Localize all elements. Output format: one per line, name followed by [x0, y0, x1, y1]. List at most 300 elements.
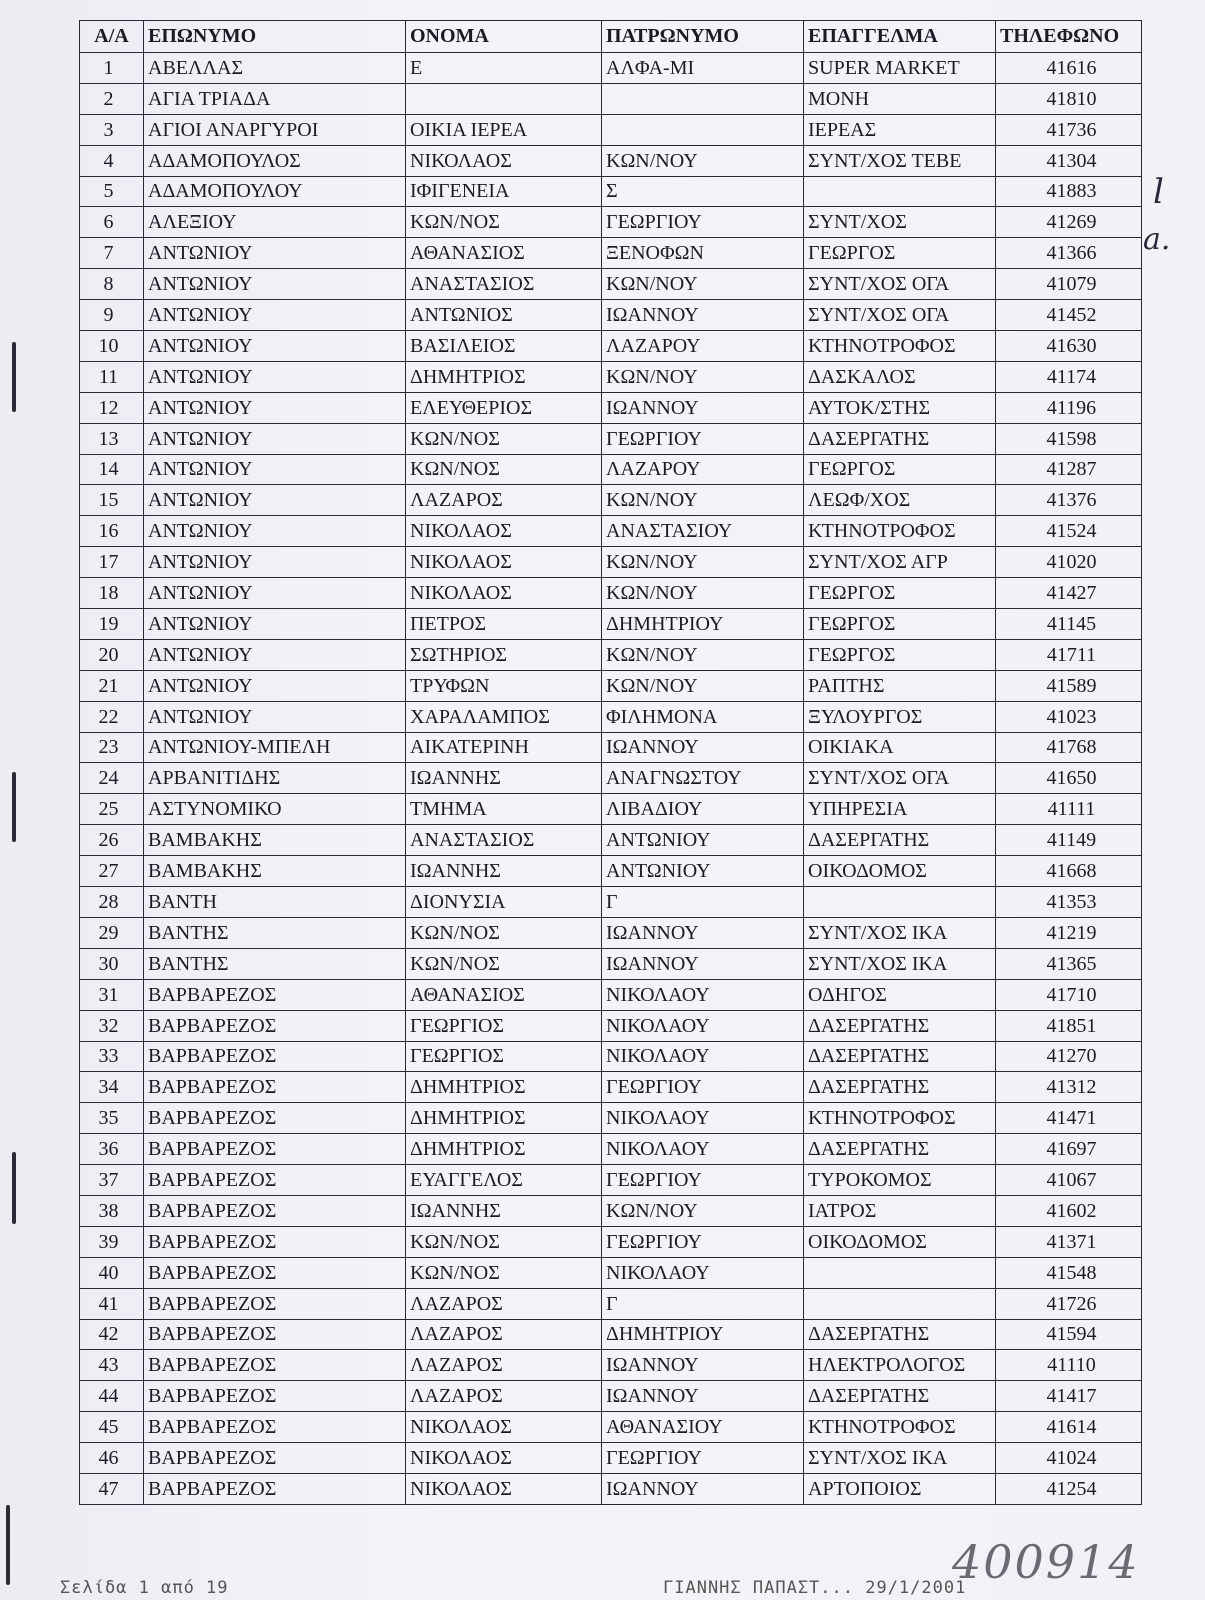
row-name: ΚΩΝ/ΝΟΣ	[406, 454, 602, 485]
row-profession: ΣΥΝΤ/ΧΟΣ ΙΚΑ	[804, 948, 996, 979]
row-phone: 41079	[996, 269, 1142, 300]
row-father-name: ΓΕΩΡΓΙΟΥ	[602, 1165, 804, 1196]
table-row	[80, 300, 1142, 331]
row-phone: 41768	[996, 732, 1142, 763]
row-number: 26	[80, 825, 144, 856]
row-phone: 41589	[996, 670, 1142, 701]
row-phone: 41524	[996, 516, 1142, 547]
row-name: ΑΘΑΝΑΣΙΟΣ	[406, 238, 602, 269]
row-number: 3	[80, 114, 144, 145]
row-phone: 41371	[996, 1226, 1142, 1257]
row-name: ΤΜΗΜΑ	[406, 794, 602, 825]
row-profession: ΔΑΣΕΡΓΑΤΗΣ	[804, 825, 996, 856]
row-name: ΙΦΙΓΕΝΕΙΑ	[406, 176, 602, 207]
row-profession: ΣΥΝΤ/ΧΟΣ ΙΚΑ	[804, 1443, 996, 1474]
row-phone: 41219	[996, 917, 1142, 948]
row-name: ΠΕΤΡΟΣ	[406, 609, 602, 640]
row-name: ΚΩΝ/ΝΟΣ	[406, 948, 602, 979]
row-name: ΔΙΟΝΥΣΙΑ	[406, 887, 602, 918]
row-phone: 41145	[996, 609, 1142, 640]
row-father-name: ΝΙΚΟΛΑΟΥ	[602, 1257, 804, 1288]
row-name: ΒΑΣΙΛΕΙΟΣ	[406, 331, 602, 362]
row-father-name: ΙΩΑΝΝΟΥ	[602, 300, 804, 331]
row-number: 20	[80, 639, 144, 670]
row-father-name: ΙΩΑΝΝΟΥ	[602, 917, 804, 948]
row-phone: 41471	[996, 1103, 1142, 1134]
row-name: ΤΡΥΦΩΝ	[406, 670, 602, 701]
table-row	[80, 1010, 1142, 1041]
row-name: ΔΗΜΗΤΡΙΟΣ	[406, 1072, 602, 1103]
table-row	[80, 114, 1142, 145]
row-name: ΛΑΖΑΡΟΣ	[406, 1288, 602, 1319]
row-name: ΚΩΝ/ΝΟΣ	[406, 1257, 602, 1288]
row-phone: 41883	[996, 176, 1142, 207]
table-row	[80, 331, 1142, 362]
row-father-name: ΝΙΚΟΛΑΟΥ	[602, 979, 804, 1010]
handwritten-note: l	[1153, 172, 1164, 212]
row-name: ΔΗΜΗΤΡΙΟΣ	[406, 1134, 602, 1165]
table-row	[80, 1412, 1142, 1443]
row-phone: 41697	[996, 1134, 1142, 1165]
table-header-row	[80, 21, 1142, 53]
row-name: ΛΑΖΑΡΟΣ	[406, 485, 602, 516]
row-number: 28	[80, 887, 144, 918]
row-phone: 41376	[996, 485, 1142, 516]
table-row	[80, 1165, 1142, 1196]
row-father-name: ΛΑΖΑΡΟΥ	[602, 454, 804, 485]
row-profession: ΚΤΗΝΟΤΡΟΦΟΣ	[804, 331, 996, 362]
row-father-name: ΙΩΑΝΝΟΥ	[602, 1473, 804, 1504]
table-row	[80, 423, 1142, 454]
row-name: ΛΑΖΑΡΟΣ	[406, 1319, 602, 1350]
row-father-name: ΛΙΒΑΔΙΟΥ	[602, 794, 804, 825]
row-number: 33	[80, 1041, 144, 1072]
row-phone: 41067	[996, 1165, 1142, 1196]
table-row	[80, 763, 1142, 794]
row-name: ΙΩΑΝΝΗΣ	[406, 1195, 602, 1226]
row-name: ΝΙΚΟΛΑΟΣ	[406, 1443, 602, 1474]
row-profession: ΣΥΝΤ/ΧΟΣ ΤΕΒΕ	[804, 145, 996, 176]
row-surname: ΒΑΝΤΗ	[144, 887, 406, 918]
table-row	[80, 979, 1142, 1010]
row-number: 39	[80, 1226, 144, 1257]
handwritten-number: 400914	[952, 1535, 1140, 1589]
row-father-name: ΙΩΑΝΝΟΥ	[602, 1381, 804, 1412]
row-profession: ΞΥΛΟΥΡΓΟΣ	[804, 701, 996, 732]
row-profession	[804, 887, 996, 918]
row-father-name: ΔΗΜΗΤΡΙΟΥ	[602, 609, 804, 640]
row-profession: ΑΥΤΟΚ/ΣΤΗΣ	[804, 392, 996, 423]
row-phone: 41736	[996, 114, 1142, 145]
row-father-name: ΔΗΜΗΤΡΙΟΥ	[602, 1319, 804, 1350]
header-phone: ΤΗΛΕΦΩΝΟ	[996, 21, 1142, 53]
row-number: 47	[80, 1473, 144, 1504]
row-father-name: ΚΩΝ/ΝΟΥ	[602, 1195, 804, 1226]
row-surname: ΑΔΑΜΟΠΟΥΛΟΣ	[144, 145, 406, 176]
row-number: 13	[80, 423, 144, 454]
row-number: 23	[80, 732, 144, 763]
margin-mark	[12, 772, 16, 842]
row-name: ΛΑΖΑΡΟΣ	[406, 1350, 602, 1381]
row-surname: ΒΑΜΒΑΚΗΣ	[144, 825, 406, 856]
row-profession: ΟΔΗΓΟΣ	[804, 979, 996, 1010]
row-name: ΑΙΚΑΤΕΡΙΝΗ	[406, 732, 602, 763]
row-profession: ΔΑΣΚΑΛΟΣ	[804, 361, 996, 392]
row-father-name: ΑΝΑΣΤΑΣΙΟΥ	[602, 516, 804, 547]
row-surname: ΒΑΡΒΑΡΕΖΟΣ	[144, 1134, 406, 1165]
row-name: ΝΙΚΟΛΑΟΣ	[406, 1473, 602, 1504]
row-surname: ΑΝΤΩΝΙΟΥ-ΜΠΕΛΗ	[144, 732, 406, 763]
row-father-name: ΑΝΤΩΝΙΟΥ	[602, 825, 804, 856]
row-father-name: ΞΕΝΟΦΩΝ	[602, 238, 804, 269]
row-father-name: ΚΩΝ/ΝΟΥ	[602, 361, 804, 392]
row-profession: ΓΕΩΡΓΟΣ	[804, 609, 996, 640]
row-name: ΑΝΑΣΤΑΣΙΟΣ	[406, 269, 602, 300]
row-surname: ΑΝΤΩΝΙΟΥ	[144, 639, 406, 670]
row-phone: 41269	[996, 207, 1142, 238]
row-father-name: ΝΙΚΟΛΑΟΥ	[602, 1010, 804, 1041]
header-surname: ΕΠΩΝΥΜΟ	[144, 21, 406, 53]
row-surname: ΒΑΡΒΑΡΕΖΟΣ	[144, 1412, 406, 1443]
row-surname: ΒΑΡΒΑΡΕΖΟΣ	[144, 1473, 406, 1504]
table-row	[80, 361, 1142, 392]
row-name: ΝΙΚΟΛΑΟΣ	[406, 145, 602, 176]
row-surname: ΒΑΡΒΑΡΕΖΟΣ	[144, 1072, 406, 1103]
table-row	[80, 207, 1142, 238]
row-profession: ΚΤΗΝΟΤΡΟΦΟΣ	[804, 1412, 996, 1443]
row-number: 21	[80, 670, 144, 701]
row-profession: ΟΙΚΙΑΚΑ	[804, 732, 996, 763]
row-name: ΑΝΑΣΤΑΣΙΟΣ	[406, 825, 602, 856]
row-surname: ΒΑΝΤΗΣ	[144, 917, 406, 948]
row-number: 12	[80, 392, 144, 423]
row-father-name: ΑΝΤΩΝΙΟΥ	[602, 856, 804, 887]
row-surname: ΒΑΡΒΑΡΕΖΟΣ	[144, 1443, 406, 1474]
row-number: 22	[80, 701, 144, 732]
row-surname: ΒΑΡΒΑΡΕΖΟΣ	[144, 1257, 406, 1288]
row-father-name: Γ	[602, 1288, 804, 1319]
row-surname: ΑΝΤΩΝΙΟΥ	[144, 701, 406, 732]
row-number: 31	[80, 979, 144, 1010]
table-row	[80, 1226, 1142, 1257]
row-surname: ΑΝΤΩΝΙΟΥ	[144, 423, 406, 454]
row-number: 42	[80, 1319, 144, 1350]
row-profession: ΚΤΗΝΟΤΡΟΦΟΣ	[804, 516, 996, 547]
row-surname: ΑΝΤΩΝΙΟΥ	[144, 269, 406, 300]
table-row	[80, 948, 1142, 979]
row-surname: ΑΝΤΩΝΙΟΥ	[144, 547, 406, 578]
table-row	[80, 887, 1142, 918]
row-profession: ΤΥΡΟΚΟΜΟΣ	[804, 1165, 996, 1196]
row-number: 8	[80, 269, 144, 300]
row-number: 44	[80, 1381, 144, 1412]
row-profession: ΙΕΡΕΑΣ	[804, 114, 996, 145]
row-name	[406, 83, 602, 114]
table-row	[80, 670, 1142, 701]
row-phone: 41614	[996, 1412, 1142, 1443]
row-name: ΝΙΚΟΛΑΟΣ	[406, 578, 602, 609]
row-number: 35	[80, 1103, 144, 1134]
row-name: ΝΙΚΟΛΑΟΣ	[406, 547, 602, 578]
table-row	[80, 53, 1142, 84]
row-number: 30	[80, 948, 144, 979]
row-father-name: ΙΩΑΝΝΟΥ	[602, 732, 804, 763]
table-row	[80, 1288, 1142, 1319]
table-row	[80, 1103, 1142, 1134]
row-father-name: ΦΙΛΗΜΟΝΑ	[602, 701, 804, 732]
row-surname: ΒΑΡΒΑΡΕΖΟΣ	[144, 1226, 406, 1257]
row-number: 6	[80, 207, 144, 238]
row-surname: ΑΝΤΩΝΙΟΥ	[144, 670, 406, 701]
row-surname: ΑΡΒΑΝΙΤΙΔΗΣ	[144, 763, 406, 794]
row-surname: ΒΑΡΒΑΡΕΖΟΣ	[144, 979, 406, 1010]
row-father-name: ΓΕΩΡΓΙΟΥ	[602, 1072, 804, 1103]
row-profession: ΓΕΩΡΓΟΣ	[804, 238, 996, 269]
row-name: ΕΛΕΥΘΕΡΙΟΣ	[406, 392, 602, 423]
table-row	[80, 1134, 1142, 1165]
row-father-name: ΝΙΚΟΛΑΟΥ	[602, 1041, 804, 1072]
row-name: ΕΥΑΓΓΕΛΟΣ	[406, 1165, 602, 1196]
table-row	[80, 917, 1142, 948]
row-phone: 41254	[996, 1473, 1142, 1504]
row-profession: SUPER MARKET	[804, 53, 996, 84]
row-profession: ΔΑΣΕΡΓΑΤΗΣ	[804, 1010, 996, 1041]
row-surname: ΑΝΤΩΝΙΟΥ	[144, 609, 406, 640]
table-row	[80, 609, 1142, 640]
row-name: ΚΩΝ/ΝΟΣ	[406, 423, 602, 454]
row-profession	[804, 176, 996, 207]
row-father-name: ΛΑΖΑΡΟΥ	[602, 331, 804, 362]
row-profession: ΜΟΝΗ	[804, 83, 996, 114]
row-profession: ΟΙΚΟΔΟΜΟΣ	[804, 856, 996, 887]
row-name: ΙΩΑΝΝΗΣ	[406, 856, 602, 887]
row-father-name: ΚΩΝ/ΝΟΥ	[602, 145, 804, 176]
row-father-name: ΚΩΝ/ΝΟΥ	[602, 578, 804, 609]
header-profession: ΕΠΑΓΓΕΛΜΑ	[804, 21, 996, 53]
row-number: 38	[80, 1195, 144, 1226]
row-number: 15	[80, 485, 144, 516]
row-surname: ΒΑΡΒΑΡΕΖΟΣ	[144, 1288, 406, 1319]
row-surname: ΑΒΕΛΛΑΣ	[144, 53, 406, 84]
table-row	[80, 485, 1142, 516]
row-profession: ΣΥΝΤ/ΧΟΣ ΟΓΑ	[804, 763, 996, 794]
row-profession: ΔΑΣΕΡΓΑΤΗΣ	[804, 1381, 996, 1412]
table-row	[80, 732, 1142, 763]
row-number: 16	[80, 516, 144, 547]
row-name: ΑΝΤΩΝΙΟΣ	[406, 300, 602, 331]
row-number: 17	[80, 547, 144, 578]
table-row	[80, 1257, 1142, 1288]
row-father-name: ΙΩΑΝΝΟΥ	[602, 1350, 804, 1381]
row-phone: 41312	[996, 1072, 1142, 1103]
row-surname: ΑΝΤΩΝΙΟΥ	[144, 361, 406, 392]
row-number: 24	[80, 763, 144, 794]
row-phone: 41616	[996, 53, 1142, 84]
row-name: Ε	[406, 53, 602, 84]
row-phone: 41650	[996, 763, 1142, 794]
row-number: 14	[80, 454, 144, 485]
row-profession: ΔΑΣΕΡΓΑΤΗΣ	[804, 423, 996, 454]
row-father-name: ΑΛΦΑ-ΜΙ	[602, 53, 804, 84]
row-phone: 41196	[996, 392, 1142, 423]
row-father-name: Γ	[602, 887, 804, 918]
header-father: ΠΑΤΡΩΝΥΜΟ	[602, 21, 804, 53]
row-phone: 41668	[996, 856, 1142, 887]
row-profession: ΓΕΩΡΓΟΣ	[804, 639, 996, 670]
row-phone: 41149	[996, 825, 1142, 856]
phone-directory-table	[79, 20, 1142, 1505]
table-body	[80, 53, 1142, 1505]
row-profession: ΓΕΩΡΓΟΣ	[804, 578, 996, 609]
table-row	[80, 794, 1142, 825]
row-number: 4	[80, 145, 144, 176]
row-profession	[804, 1288, 996, 1319]
row-profession: ΗΛΕΚΤΡΟΛΟΓΟΣ	[804, 1350, 996, 1381]
row-phone: 41598	[996, 423, 1142, 454]
row-surname: ΑΝΤΩΝΙΟΥ	[144, 238, 406, 269]
row-phone: 41851	[996, 1010, 1142, 1041]
table-row	[80, 1319, 1142, 1350]
margin-mark	[6, 1505, 10, 1585]
row-number: 40	[80, 1257, 144, 1288]
row-father-name: ΑΘΑΝΑΣΙΟΥ	[602, 1412, 804, 1443]
row-profession: ΥΠΗΡΕΣΙΑ	[804, 794, 996, 825]
handwritten-note: a.	[1143, 222, 1171, 257]
table-row	[80, 1072, 1142, 1103]
row-phone: 41270	[996, 1041, 1142, 1072]
row-surname: ΑΣΤΥΝΟΜΙΚΟ	[144, 794, 406, 825]
row-father-name: ΙΩΑΝΝΟΥ	[602, 392, 804, 423]
row-phone: 41353	[996, 887, 1142, 918]
row-surname: ΑΝΤΩΝΙΟΥ	[144, 578, 406, 609]
row-father-name: Σ	[602, 176, 804, 207]
row-surname: ΑΝΤΩΝΙΟΥ	[144, 300, 406, 331]
table-row	[80, 145, 1142, 176]
table-row	[80, 516, 1142, 547]
row-phone: 41594	[996, 1319, 1142, 1350]
row-phone: 41020	[996, 547, 1142, 578]
header-name: ΟΝΟΜΑ	[406, 21, 602, 53]
row-father-name: ΙΩΑΝΝΟΥ	[602, 948, 804, 979]
row-father-name: ΚΩΝ/ΝΟΥ	[602, 639, 804, 670]
row-phone: 41023	[996, 701, 1142, 732]
row-father-name: ΓΕΩΡΓΙΟΥ	[602, 207, 804, 238]
row-surname: ΒΑΡΒΑΡΕΖΟΣ	[144, 1165, 406, 1196]
row-surname: ΑΝΤΩΝΙΟΥ	[144, 392, 406, 423]
row-name: ΑΘΑΝΑΣΙΟΣ	[406, 979, 602, 1010]
page-number: Σελίδα 1 από 19	[60, 1578, 229, 1598]
row-profession	[804, 1257, 996, 1288]
table-row	[80, 1195, 1142, 1226]
row-number: 29	[80, 917, 144, 948]
row-phone: 41304	[996, 145, 1142, 176]
row-profession: ΔΑΣΕΡΓΑΤΗΣ	[804, 1134, 996, 1165]
row-surname: ΑΝΤΩΝΙΟΥ	[144, 454, 406, 485]
footer-author-date: ΓΙΑΝΝΗΣ ΠΑΠΑΣΤ... 29/1/2001	[663, 1578, 967, 1598]
table-row	[80, 1473, 1142, 1504]
row-name: ΧΑΡΑΛΑΜΠΟΣ	[406, 701, 602, 732]
row-father-name	[602, 83, 804, 114]
row-name: ΔΗΜΗΤΡΙΟΣ	[406, 1103, 602, 1134]
row-phone: 41710	[996, 979, 1142, 1010]
row-number: 27	[80, 856, 144, 887]
row-father-name: ΓΕΩΡΓΙΟΥ	[602, 423, 804, 454]
row-name: ΚΩΝ/ΝΟΣ	[406, 1226, 602, 1257]
table-row	[80, 454, 1142, 485]
row-name: ΚΩΝ/ΝΟΣ	[406, 207, 602, 238]
row-number: 19	[80, 609, 144, 640]
row-phone: 41287	[996, 454, 1142, 485]
row-number: 37	[80, 1165, 144, 1196]
row-profession: ΚΤΗΝΟΤΡΟΦΟΣ	[804, 1103, 996, 1134]
row-number: 45	[80, 1412, 144, 1443]
row-number: 43	[80, 1350, 144, 1381]
row-number: 25	[80, 794, 144, 825]
row-name: ΟΙΚΙΑ ΙΕΡΕΑ	[406, 114, 602, 145]
table-row	[80, 1350, 1142, 1381]
row-name: ΣΩΤΗΡΙΟΣ	[406, 639, 602, 670]
row-father-name: ΚΩΝ/ΝΟΥ	[602, 269, 804, 300]
row-profession: ΔΑΣΕΡΓΑΤΗΣ	[804, 1319, 996, 1350]
row-phone: 41111	[996, 794, 1142, 825]
row-phone: 41417	[996, 1381, 1142, 1412]
row-phone: 41548	[996, 1257, 1142, 1288]
row-name: ΓΕΩΡΓΙΟΣ	[406, 1010, 602, 1041]
row-surname: ΒΑΡΒΑΡΕΖΟΣ	[144, 1010, 406, 1041]
table-row	[80, 856, 1142, 887]
row-number: 9	[80, 300, 144, 331]
row-number: 1	[80, 53, 144, 84]
row-surname: ΒΑΡΒΑΡΕΖΟΣ	[144, 1381, 406, 1412]
table-row	[80, 825, 1142, 856]
row-father-name: ΚΩΝ/ΝΟΥ	[602, 670, 804, 701]
row-number: 32	[80, 1010, 144, 1041]
table-row	[80, 547, 1142, 578]
row-profession: ΣΥΝΤ/ΧΟΣ ΟΓΑ	[804, 269, 996, 300]
row-number: 41	[80, 1288, 144, 1319]
margin-mark	[12, 342, 16, 412]
row-number: 46	[80, 1443, 144, 1474]
margin-mark	[12, 1152, 16, 1224]
row-father-name: ΚΩΝ/ΝΟΥ	[602, 485, 804, 516]
row-father-name	[602, 114, 804, 145]
row-number: 36	[80, 1134, 144, 1165]
row-father-name: ΓΕΩΡΓΙΟΥ	[602, 1443, 804, 1474]
row-phone: 41427	[996, 578, 1142, 609]
row-name: ΝΙΚΟΛΑΟΣ	[406, 1412, 602, 1443]
row-surname: ΒΑΜΒΑΚΗΣ	[144, 856, 406, 887]
row-phone: 41602	[996, 1195, 1142, 1226]
row-surname: ΑΝΤΩΝΙΟΥ	[144, 485, 406, 516]
table-row	[80, 701, 1142, 732]
row-number: 2	[80, 83, 144, 114]
row-name: ΓΕΩΡΓΙΟΣ	[406, 1041, 602, 1072]
row-name: ΛΑΖΑΡΟΣ	[406, 1381, 602, 1412]
table-row	[80, 269, 1142, 300]
table-row	[80, 392, 1142, 423]
row-profession: ΑΡΤΟΠΟΙΟΣ	[804, 1473, 996, 1504]
row-profession: ΙΑΤΡΟΣ	[804, 1195, 996, 1226]
row-surname: ΒΑΡΒΑΡΕΖΟΣ	[144, 1041, 406, 1072]
row-profession: ΓΕΩΡΓΟΣ	[804, 454, 996, 485]
row-profession: ΔΑΣΕΡΓΑΤΗΣ	[804, 1072, 996, 1103]
row-phone: 41630	[996, 331, 1142, 362]
header-aa: Α/Α	[80, 21, 144, 53]
row-surname: ΑΛΕΞΙΟΥ	[144, 207, 406, 238]
row-surname: ΑΔΑΜΟΠΟΥΛΟΥ	[144, 176, 406, 207]
row-number: 7	[80, 238, 144, 269]
row-profession: ΣΥΝΤ/ΧΟΣ	[804, 207, 996, 238]
